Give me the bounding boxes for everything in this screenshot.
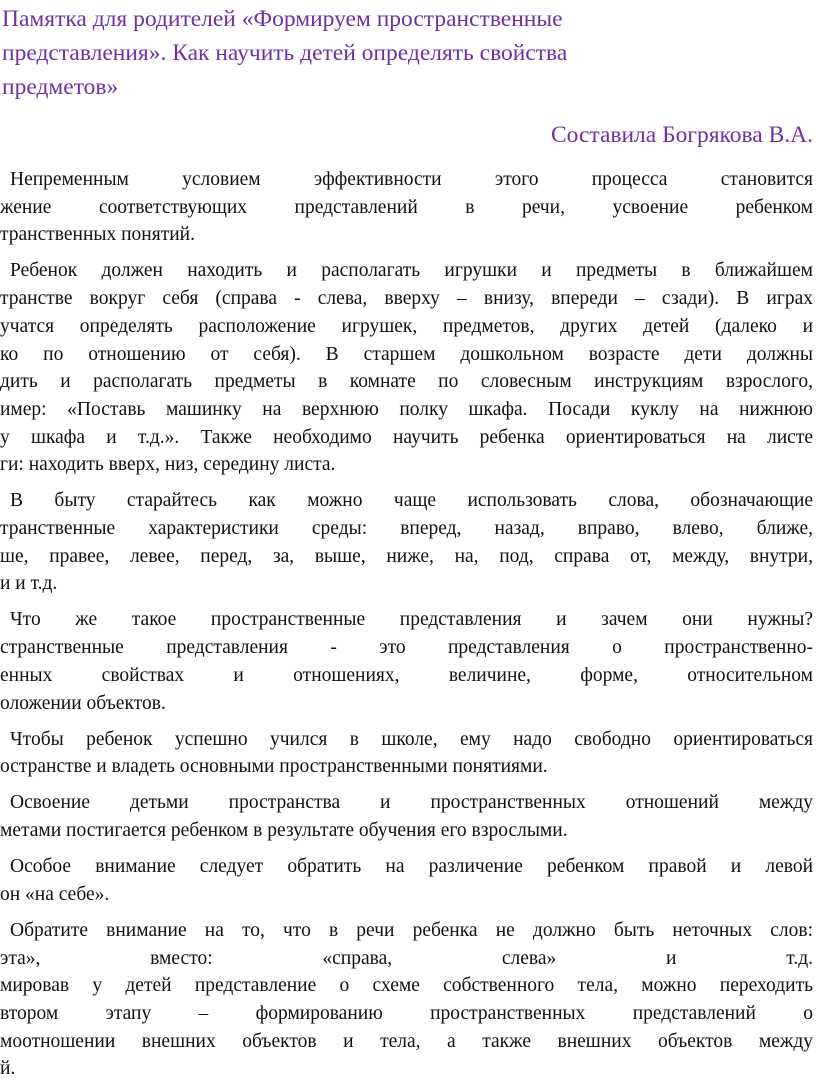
paragraph-line: ги: находить вверх, низ, середину листа. <box>0 454 336 476</box>
paragraph-line: Освоение детьми пространства и пространственных отношений между <box>10 792 813 814</box>
paragraph-line: Особое внимание следует обратить на различение ребенком правой и левой <box>10 856 813 878</box>
paragraph-line: й. <box>0 1058 16 1080</box>
paragraph-gap <box>0 479 816 487</box>
paragraph-gap <box>0 845 816 853</box>
paragraph-line: оложении объектов. <box>0 692 166 714</box>
title-line: предметов» <box>2 74 119 100</box>
paragraph-gap <box>0 249 816 257</box>
paragraph-line: енных свойствах и отношениях, величине, форме, относительном <box>0 664 813 686</box>
paragraph-line: Ребенок должен находить и располагать игрушки и предметы в ближайшем <box>10 260 813 282</box>
paragraph-gap <box>0 598 816 606</box>
document-body <box>0 166 816 1083</box>
paragraph-line: дить и располагать предметы в комнате по словесным инструкциям взрослого, <box>0 371 813 393</box>
paragraph-gap <box>0 909 816 917</box>
paragraph-gap <box>0 781 816 789</box>
paragraph-line: он «на себе». <box>0 883 110 905</box>
paragraph-line: учатся определять расположение игрушек, предметов, других детей (далеко и <box>0 315 813 337</box>
paragraph <box>0 917 816 1083</box>
paragraph-gap <box>0 717 816 725</box>
paragraph-line: имер: «Поставь машинку на верхнюю полку шкафа. Посади куклу на нижнюю <box>0 398 813 420</box>
paragraph-line: Что же такое пространственные представления и зачем они нужны? <box>10 609 813 631</box>
paragraph <box>0 487 816 598</box>
paragraph-line: у шкафа и т.д.». Также необходимо научить ребенка ориентироваться на листе <box>0 426 813 448</box>
paragraph <box>0 789 816 844</box>
paragraph-line: ше, правее, левее, перед, за, выше, ниже, на, под, справа от, между, внутри, <box>0 545 813 567</box>
paragraph-line: Обратите внимание на то, что в речи ребенка не должно быть неточных слов: <box>10 919 813 941</box>
paragraph-line: втором этапу – формированию пространственных представлений о <box>0 1002 813 1024</box>
paragraph-line: эта», вместо: «справа, слева» и т.д. <box>0 947 813 969</box>
paragraph-line: метами постигается ребенком в результате обучения его взрослыми. <box>0 820 568 842</box>
title-line: представления». Как научить детей определять свойства <box>2 40 568 66</box>
paragraph-line: транстве вокруг себя (справа - слева, вверху – внизу, впереди – сзади). В играх <box>0 288 813 310</box>
paragraph-line: Непременным условием эффективности этого процесса становится <box>10 169 813 190</box>
paragraph-line: и и т.д. <box>0 573 58 595</box>
paragraph <box>0 853 816 908</box>
paragraph-line: транственные характеристики среды: вперед, назад, вправо, влево, ближе, <box>0 518 813 540</box>
paragraph-line: жение соответствующих представлений в речи, усвоение ребенком <box>0 196 813 218</box>
paragraph <box>0 257 816 479</box>
paragraph-line: мировав у детей представление о схеме собственного тела, можно переходить <box>0 975 813 997</box>
document-title <box>2 2 567 104</box>
paragraph <box>0 606 816 717</box>
paragraph-line: Чтобы ребенок успешно учился в школе, ему надо свободно ориентироваться <box>10 728 813 750</box>
paragraph-line: ко по отношению от себя). В старшем дошкольном возрасте дети должны <box>0 343 813 365</box>
paragraph-line: странственные представления - это представления о пространственно- <box>0 637 813 659</box>
author-line: Составила Богрякова В.А. <box>550 122 813 148</box>
paragraph-line: моотношении внешних объектов и тела, а также внешних объектов между <box>0 1030 813 1052</box>
paragraph <box>0 726 816 781</box>
paragraph-line: остранстве и владеть основными пространственными понятиями. <box>0 756 548 778</box>
paragraph-line: транственных понятий. <box>0 224 195 246</box>
paragraph-line: В быту старайтесь как можно чаще использовать слова, обозначающие <box>10 490 813 512</box>
paragraph <box>0 166 816 249</box>
title-line: Памятка для родителей «Формируем пространственные <box>2 6 563 32</box>
